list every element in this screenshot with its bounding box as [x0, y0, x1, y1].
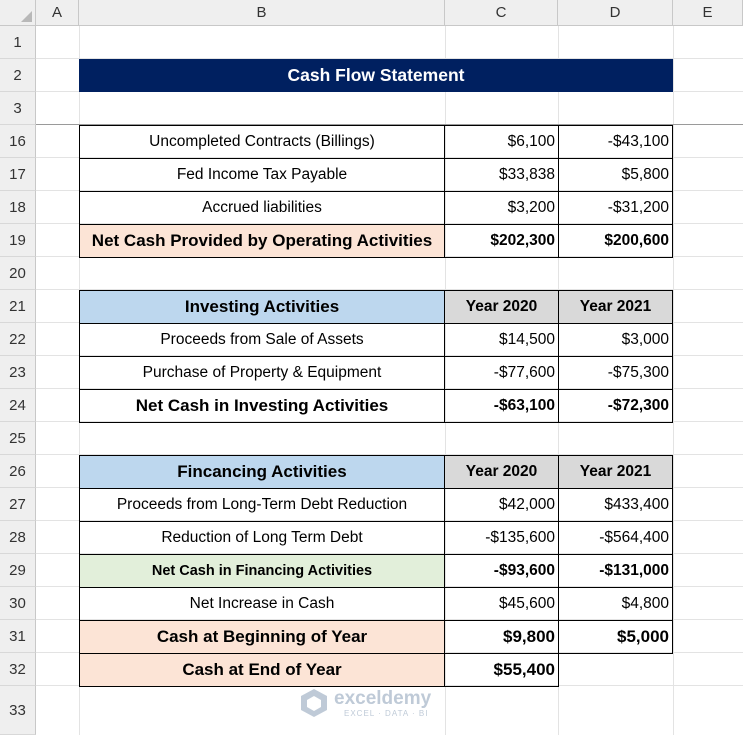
exceldemy-logo-icon — [300, 688, 328, 718]
net-investing-2020[interactable]: -$63,100 — [444, 389, 559, 423]
row-header[interactable]: 29 — [0, 554, 36, 587]
financing-header[interactable]: Fincancing Activities — [79, 455, 445, 489]
watermark-tagline: EXCEL · DATA · BI — [344, 709, 429, 718]
row-header[interactable]: 19 — [0, 224, 36, 257]
financing-year-2020-header[interactable]: Year 2020 — [444, 455, 559, 489]
column-header-b[interactable]: B — [79, 0, 445, 26]
net-financing-2021[interactable]: -$131,000 — [558, 554, 673, 588]
row-header[interactable]: 16 — [0, 125, 36, 158]
row-header[interactable]: 27 — [0, 488, 36, 521]
net-operating-2020[interactable]: $202,300 — [444, 224, 559, 258]
row-header[interactable]: 32 — [0, 653, 36, 686]
row-header[interactable]: 26 — [0, 455, 36, 488]
column-header-e[interactable]: E — [673, 0, 743, 26]
column-header-c[interactable]: C — [445, 0, 558, 26]
net-investing-2021[interactable]: -$72,300 — [558, 389, 673, 423]
row-header[interactable]: 3 — [0, 92, 36, 125]
investing-year-2021-header[interactable]: Year 2021 — [558, 290, 673, 324]
investing-row-label[interactable]: Purchase of Property & Equipment — [79, 356, 445, 390]
operating-row-2020[interactable]: $6,100 — [444, 125, 559, 159]
financing-row-2021[interactable]: -$564,400 — [558, 521, 673, 555]
investing-header[interactable]: Investing Activities — [79, 290, 445, 324]
exceldemy-watermark — [300, 688, 460, 722]
cash-beginning-label[interactable]: Cash at Beginning of Year — [79, 620, 445, 654]
net-financing-2020[interactable]: -$93,600 — [444, 554, 559, 588]
financing-row-label[interactable]: Reduction of Long Term Debt — [79, 521, 445, 555]
select-all-triangle-icon — [21, 11, 32, 22]
investing-row-2021[interactable]: $3,000 — [558, 323, 673, 357]
financing-row-2020[interactable]: $42,000 — [444, 488, 559, 522]
operating-row-2020[interactable]: $33,838 — [444, 158, 559, 192]
row-header[interactable]: 25 — [0, 422, 36, 455]
investing-row-2020[interactable]: -$77,600 — [444, 356, 559, 390]
operating-row-label[interactable]: Uncompleted Contracts (Billings) — [79, 125, 445, 159]
select-all-corner[interactable] — [0, 0, 36, 26]
investing-row-2020[interactable]: $14,500 — [444, 323, 559, 357]
column-header-d[interactable]: D — [558, 0, 673, 26]
net-investing-label[interactable]: Net Cash in Investing Activities — [79, 389, 445, 423]
cash-beginning-2020[interactable]: $9,800 — [444, 620, 559, 654]
operating-row-2021[interactable]: -$43,100 — [558, 125, 673, 159]
net-increase-label[interactable]: Net Increase in Cash — [79, 587, 445, 621]
row-header[interactable]: 31 — [0, 620, 36, 653]
net-operating-2021[interactable]: $200,600 — [558, 224, 673, 258]
page-title[interactable]: Cash Flow Statement — [79, 59, 673, 92]
cash-beginning-2021[interactable]: $5,000 — [558, 620, 673, 654]
row-header[interactable]: 17 — [0, 158, 36, 191]
row-header[interactable]: 30 — [0, 587, 36, 620]
watermark-name: exceldemy — [334, 688, 432, 709]
financing-year-2021-header[interactable]: Year 2021 — [558, 455, 673, 489]
investing-year-2020-header[interactable]: Year 2020 — [444, 290, 559, 324]
gridline — [673, 26, 674, 735]
operating-row-2021[interactable]: $5,800 — [558, 158, 673, 192]
row-header[interactable]: 2 — [0, 59, 36, 92]
net-increase-2020[interactable]: $45,600 — [444, 587, 559, 621]
row-header[interactable]: 18 — [0, 191, 36, 224]
cash-end-2020[interactable]: $55,400 — [444, 653, 559, 687]
column-header-a[interactable]: A — [36, 0, 79, 26]
row-header[interactable]: 21 — [0, 290, 36, 323]
net-increase-2021[interactable]: $4,800 — [558, 587, 673, 621]
operating-row-2020[interactable]: $3,200 — [444, 191, 559, 225]
row-header[interactable]: 1 — [0, 26, 36, 59]
row-header[interactable]: 20 — [0, 257, 36, 290]
operating-row-label[interactable]: Fed Income Tax Payable — [79, 158, 445, 192]
cash-end-label[interactable]: Cash at End of Year — [79, 653, 445, 687]
net-operating-label[interactable]: Net Cash Provided by Operating Activities — [79, 224, 445, 258]
row-header[interactable]: 24 — [0, 389, 36, 422]
row-header[interactable]: 28 — [0, 521, 36, 554]
row-header[interactable]: 23 — [0, 356, 36, 389]
investing-row-2021[interactable]: -$75,300 — [558, 356, 673, 390]
investing-row-label[interactable]: Proceeds from Sale of Assets — [79, 323, 445, 357]
financing-row-2020[interactable]: -$135,600 — [444, 521, 559, 555]
row-header[interactable]: 22 — [0, 323, 36, 356]
row-header[interactable]: 33 — [0, 686, 36, 735]
operating-row-2021[interactable]: -$31,200 — [558, 191, 673, 225]
operating-row-label[interactable]: Accrued liabilities — [79, 191, 445, 225]
financing-row-label[interactable]: Proceeds from Long-Term Debt Reduction — [79, 488, 445, 522]
financing-row-2021[interactable]: $433,400 — [558, 488, 673, 522]
net-financing-label[interactable]: Net Cash in Financing Activities — [79, 554, 445, 588]
